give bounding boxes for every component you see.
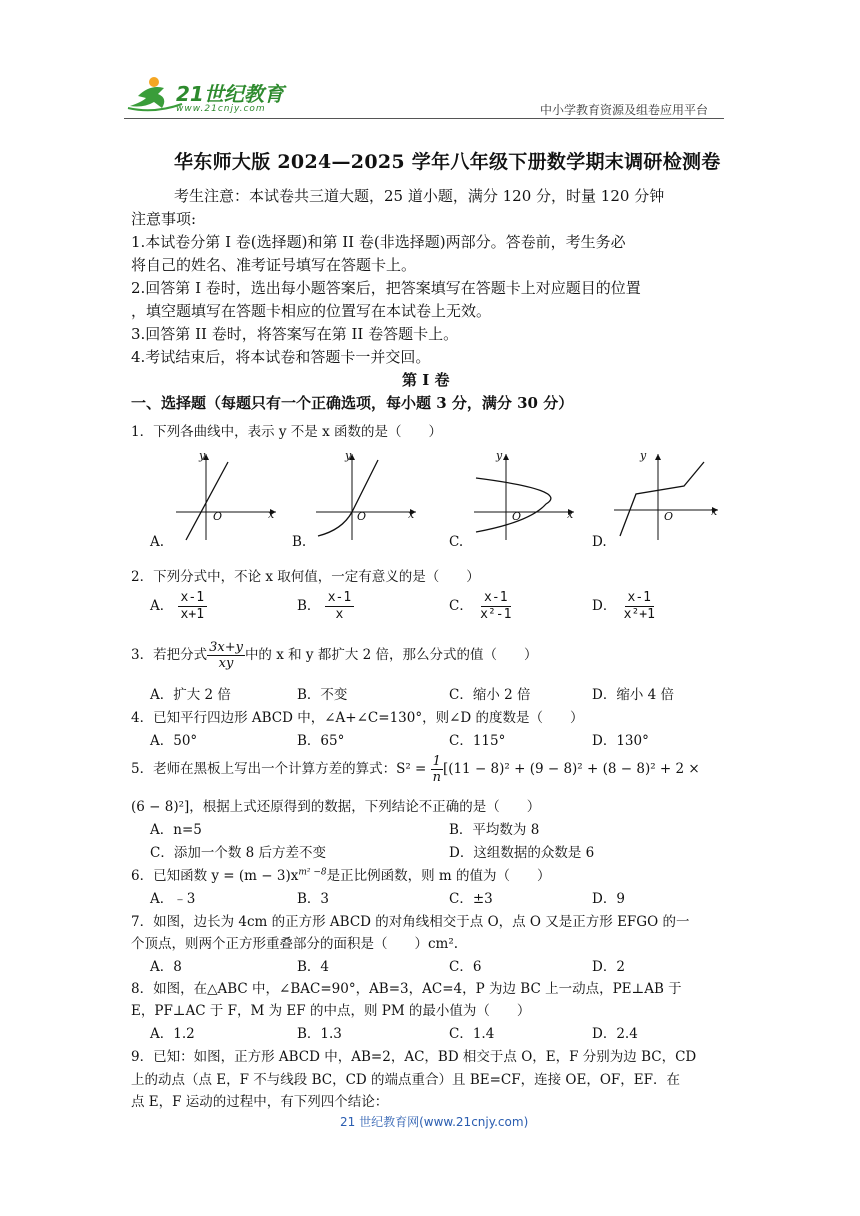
header-divider	[124, 118, 724, 119]
q7-stem-line2: 个顶点，则两个正方形重叠部分的面积是（ ）cm².	[131, 936, 459, 952]
notes-heading: 注意事项:	[131, 210, 197, 228]
q1-graph-b	[312, 450, 422, 542]
q8-stem-line2: E，PF⊥AC 于 F，M 为 EF 的中点，则 PM 的最小值为（ ）	[131, 1003, 531, 1019]
q4-stem: 4．已知平行四边形 ABCD 中，∠A+∠C=130°，则∠D 的度数是（ ）	[131, 710, 584, 726]
q8-stem-line1: 8．如图，在△ABC 中，∠BAC=90°，AB=3，AC=4，P 为边 BC 上一动点，PE⊥AB 于	[131, 981, 682, 997]
q6-option-d: D．9	[592, 891, 625, 907]
q5-option-d: D．这组数据的众数是 6	[449, 845, 595, 861]
note-line: 将自己的姓名、准考证号填写在答题卡上。	[131, 256, 417, 274]
option-letter: D．	[592, 598, 617, 614]
q6-stem-b: 是正比例函数，则 m 的值为（ ）	[326, 868, 551, 884]
q8-option-d: D．2.4	[592, 1026, 638, 1042]
q5-option-a: A．n=5	[150, 822, 202, 838]
fraction	[477, 590, 514, 623]
q7-option-b: B．4	[297, 959, 330, 975]
note-line: 1.本试卷分第 I 卷(选择题)和第 II 卷(非选择题)两部分。答卷前，考生务必	[131, 233, 626, 251]
numerator: x-1	[325, 590, 354, 607]
header-right-text: 中小学教育资源及组卷应用平台	[540, 103, 709, 117]
q3-option-c: C．缩小 2 倍	[449, 687, 531, 703]
q3-option-d: D．缩小 4 倍	[592, 687, 674, 703]
q7-option-c: C．6	[449, 959, 482, 975]
q4-option-c: C．115°	[449, 733, 506, 749]
axis-label-y: y	[640, 449, 647, 462]
denominator: x	[335, 607, 344, 622]
denominator: xy	[218, 656, 234, 671]
q2-option-b	[297, 590, 354, 623]
logo-url: www.21cnjy.com	[176, 104, 266, 114]
fraction	[325, 590, 354, 623]
denominator: n	[432, 770, 441, 785]
q3-stem-post: 中的 x 和 y 都扩大 2 倍，那么分式的值（ ）	[244, 647, 538, 663]
axis-label-y: y	[199, 449, 206, 462]
section-heading: 一、选择题（每题只有一个正确选项，每小题 3 分，满分 30 分）	[131, 394, 574, 412]
q1-option-c: C.	[449, 534, 464, 550]
fraction	[621, 590, 658, 623]
q3-stem	[131, 640, 538, 671]
q4-option-d: D．130°	[592, 733, 649, 749]
q1-option-d: D.	[592, 534, 607, 550]
q6-option-b: B．3	[297, 891, 330, 907]
q5-option-b: B．平均数为 8	[449, 822, 540, 838]
q8-option-c: C．1.4	[449, 1026, 495, 1042]
note-line: 4.考试结束后，将本试卷和答题卡一并交回。	[131, 348, 431, 366]
axis-label-x: x	[711, 505, 718, 518]
q9-stem-line2: 上的动点（点 E，F 不与线段 BC，CD 的端点重合）且 BE=CF，连接 OE，OF，EF．在	[131, 1072, 680, 1088]
q7-option-a: A．8	[150, 959, 182, 975]
q2-option-c	[449, 590, 514, 623]
q1-graph-c	[470, 450, 580, 542]
option-letter: B．	[297, 598, 321, 614]
q5-option-c: C．添加一个数 8 后方差不变	[150, 845, 327, 861]
denominator: x²+1	[623, 607, 655, 622]
q3-option-b: B．不变	[297, 687, 348, 703]
q1-option-b: B.	[292, 534, 307, 550]
q8-option-a: A．1.2	[150, 1026, 195, 1042]
logo-text: 21世纪教育	[176, 82, 284, 106]
q5-stem-line1	[131, 754, 700, 785]
q1-graph-d	[610, 450, 722, 542]
fraction	[178, 590, 207, 623]
option-letter: C．	[449, 598, 473, 614]
q3-fraction	[207, 640, 245, 671]
axis-label-y: y	[345, 449, 352, 462]
q6-stem	[131, 864, 551, 884]
q2-option-a	[150, 590, 207, 623]
q1-option-a: A.	[150, 534, 165, 550]
q6-exponent: m² −8	[298, 867, 327, 878]
numerator: 1	[432, 754, 441, 769]
q9-stem-line3: 点 E，F 运动的过程中，有下列四个结论：	[131, 1094, 389, 1110]
origin-label: O	[512, 510, 522, 523]
q9-stem-line1: 9．已知：如图，正方形 ABCD 中，AB=2，AC，BD 相交于点 O，E，F 分别为边 BC，CD	[131, 1049, 697, 1065]
q3-stem-pre: 3．若把分式	[131, 647, 208, 663]
q4-option-a: A．50°	[150, 733, 198, 749]
q5-stem-line2: (6 − 8)²]，根据上式还原得到的数据，下列结论不正确的是（ ）	[131, 799, 541, 815]
note-line: 3.回答第 II 卷时，将答案写在第 II 卷答题卡上。	[131, 325, 459, 343]
note-line: ，填空题填写在答题卡相应的位置写在本试卷上无效。	[131, 302, 492, 320]
site-logo	[124, 74, 294, 118]
q5-stem-a: 5．老师在黑板上写出一个计算方差的算式：S² =	[131, 761, 431, 777]
q2-stem: 2．下列分式中，不论 x 取何值，一定有意义的是（ ）	[131, 569, 480, 585]
denominator: x+1	[180, 607, 205, 622]
q3-option-a: A．扩大 2 倍	[150, 687, 231, 703]
axis-label-x: x	[567, 508, 574, 521]
option-letter: A．	[150, 598, 174, 614]
numerator: x-1	[481, 590, 510, 607]
numerator: x-1	[178, 590, 207, 607]
q7-stem-line1: 7．如图，边长为 4cm 的正方形 ABCD 的对角线相交于点 O，点 O 又是正方形 EFGO 的一	[131, 914, 690, 930]
q8-option-b: B．1.3	[297, 1026, 342, 1042]
q6-option-c: C．±3	[449, 891, 493, 907]
q5-stem-b: [(11 − 8)² + (9 − 8)² + (8 − 8)² + 2 ×	[442, 761, 700, 777]
origin-label: O	[664, 510, 674, 523]
section-label: 第 I 卷	[402, 371, 450, 389]
note-line: 2.回答第 I 卷时，选出每小题答案后，把答案填写在答题卡上对应题目的位置	[131, 279, 641, 297]
q1-stem: 1．下列各曲线中，表示 y 不是 x 函数的是（ ）	[131, 424, 442, 440]
origin-label: O	[357, 510, 367, 523]
denominator: x²-1	[480, 607, 512, 622]
q6-option-a: A．﹣3	[150, 891, 196, 907]
q1-graph-a	[172, 450, 282, 542]
axis-label-x: x	[408, 508, 415, 521]
origin-label: O	[213, 510, 223, 523]
axis-label-y: y	[496, 449, 503, 462]
q6-stem-a: 6．已知函数 y = (m − 3)x	[131, 868, 299, 884]
page-title: 华东师大版 2024—2025 学年八年级下册数学期末调研检测卷	[174, 151, 721, 173]
numerator: 3x+y	[209, 640, 243, 655]
q5-fraction	[431, 754, 443, 785]
q2-option-d	[592, 590, 658, 623]
notice-line: 考生注意：本试卷共三道大题，25 道小题，满分 120 分，时量 120 分钟	[174, 187, 665, 205]
axis-label-x: x	[268, 508, 275, 521]
footer-source: 21 世纪教育网(www.21cnjy.com)	[340, 1115, 529, 1129]
q7-option-d: D．2	[592, 959, 625, 975]
numerator: x-1	[625, 590, 654, 607]
q4-option-b: B．65°	[297, 733, 345, 749]
